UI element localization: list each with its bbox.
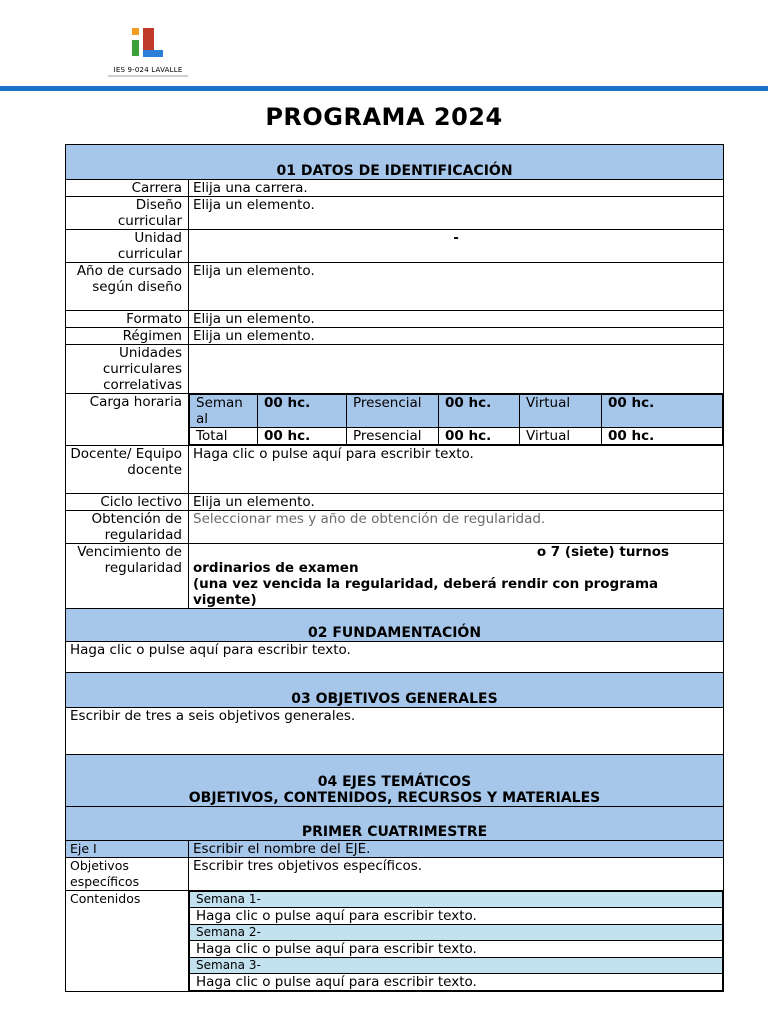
logo-mark-dot: [132, 28, 139, 35]
field-docente[interactable]: Haga clic o pulse aquí para escribir texto.: [189, 446, 724, 494]
field-obtencion[interactable]: Seleccionar mes y año de obtención de regularidad.: [189, 511, 724, 544]
label-obtencion: Obtención de regularidad: [66, 511, 189, 544]
logo-text: IES 9-024 LAVALLE: [113, 66, 183, 74]
label-eje: Eje I: [66, 841, 189, 858]
institution-logo: [108, 26, 188, 78]
carga-total-virt-hc[interactable]: 00 hc.: [602, 428, 723, 445]
program-form: [65, 144, 724, 992]
label-correlativas: Unidades curriculares correlativas: [66, 345, 189, 394]
carga-semanal-pres-hc[interactable]: 00 hc.: [439, 395, 520, 428]
ejes-heading-line2: OBJETIVOS, CONTENIDOS, RECURSOS Y MATERIALES: [188, 790, 601, 806]
label-anio: Año de cursado según diseño: [66, 263, 189, 311]
logo-mark-base: [143, 50, 163, 57]
label-unidad: Unidad curricular: [66, 230, 189, 263]
section-heading-identification: 01 DATOS DE IDENTIFICACIÓN: [66, 145, 724, 180]
label-docente: Docente/ Equipo docente: [66, 446, 189, 494]
vencimiento-line2: ordinarios de examen: [193, 560, 359, 576]
period-heading: PRIMER CUATRIMESTRE: [66, 807, 724, 841]
field-diseno[interactable]: Elija un elemento.: [189, 197, 724, 230]
label-objetivos-especificos: Objetivos específicos: [66, 858, 189, 891]
field-anio[interactable]: Elija un elemento.: [189, 263, 724, 311]
field-correlativas[interactable]: [189, 345, 724, 394]
field-eje[interactable]: Escribir el nombre del EJE.: [189, 841, 724, 858]
label-vencimiento: Vencimiento de regularidad: [66, 544, 189, 609]
field-objetivos-generales[interactable]: Escribir de tres a seis objetivos generales.: [66, 708, 724, 755]
contenidos-weeks: [189, 891, 724, 992]
carga-semanal-label: Seman al: [190, 395, 258, 428]
label-regimen: Régimen: [66, 328, 189, 345]
logo-mark-block: [143, 28, 154, 51]
carga-total-pres-hc[interactable]: 00 hc.: [439, 428, 520, 445]
vencimiento-line3: (una vez vencida la regularidad, deberá rendir con programa vigente): [193, 576, 659, 608]
week-content[interactable]: Haga clic o pulse aquí para escribir texto.: [190, 941, 723, 958]
carga-total-label: Total: [190, 428, 258, 445]
header-accent-bar: [0, 86, 768, 91]
carga-semanal-hc[interactable]: 00 hc.: [258, 395, 347, 428]
label-carrera: Carrera: [66, 180, 189, 197]
carga-semanal-virt-label: Virtual: [520, 395, 602, 428]
ejes-heading-line1: 04 EJES TEMÁTICOS: [317, 774, 472, 790]
field-formato[interactable]: Elija un elemento.: [189, 311, 724, 328]
week-label: Semana 2-: [190, 925, 723, 941]
carga-semanal-virt-hc[interactable]: 00 hc.: [602, 395, 723, 428]
label-formato: Formato: [66, 311, 189, 328]
field-ciclo[interactable]: Elija un elemento.: [189, 494, 724, 511]
label-carga: Carga horaria: [66, 394, 189, 446]
field-carrera[interactable]: Elija una carrera.: [189, 180, 724, 197]
label-ciclo: Ciclo lectivo: [66, 494, 189, 511]
section-heading-objetivos: 03 OBJETIVOS GENERALES: [66, 673, 724, 708]
week-content[interactable]: Haga clic o pulse aquí para escribir texto.: [190, 974, 723, 991]
page-title: PROGRAMA 2024: [265, 103, 503, 131]
section-heading-ejes: [66, 755, 724, 807]
week-label: Semana 3-: [190, 958, 723, 974]
label-diseno: Diseño curricular: [66, 197, 189, 230]
field-vencimiento[interactable]: [189, 544, 724, 609]
label-contenidos: Contenidos: [66, 891, 189, 992]
carga-semanal-pres-label: Presencial: [347, 395, 439, 428]
logo-mark-bar: [132, 40, 139, 56]
field-unidad[interactable]: -: [189, 230, 724, 263]
vencimiento-line1: o 7 (siete) turnos: [536, 544, 670, 560]
logo-subtext: [108, 75, 188, 77]
week-label: Semana 1-: [190, 892, 723, 908]
field-regimen[interactable]: Elija un elemento.: [189, 328, 724, 345]
week-content[interactable]: Haga clic o pulse aquí para escribir texto.: [190, 908, 723, 925]
carga-total-hc[interactable]: 00 hc.: [258, 428, 347, 445]
carga-total-pres-label: Presencial: [347, 428, 439, 445]
carga-horaria-grid: [189, 394, 724, 446]
field-objetivos-especificos[interactable]: Escribir tres objetivos específicos.: [189, 858, 724, 891]
section-heading-fundamentacion: 02 FUNDAMENTACIÓN: [66, 609, 724, 642]
field-fundamentacion[interactable]: Haga clic o pulse aquí para escribir texto.: [66, 642, 724, 673]
carga-total-virt-label: Virtual: [520, 428, 602, 445]
